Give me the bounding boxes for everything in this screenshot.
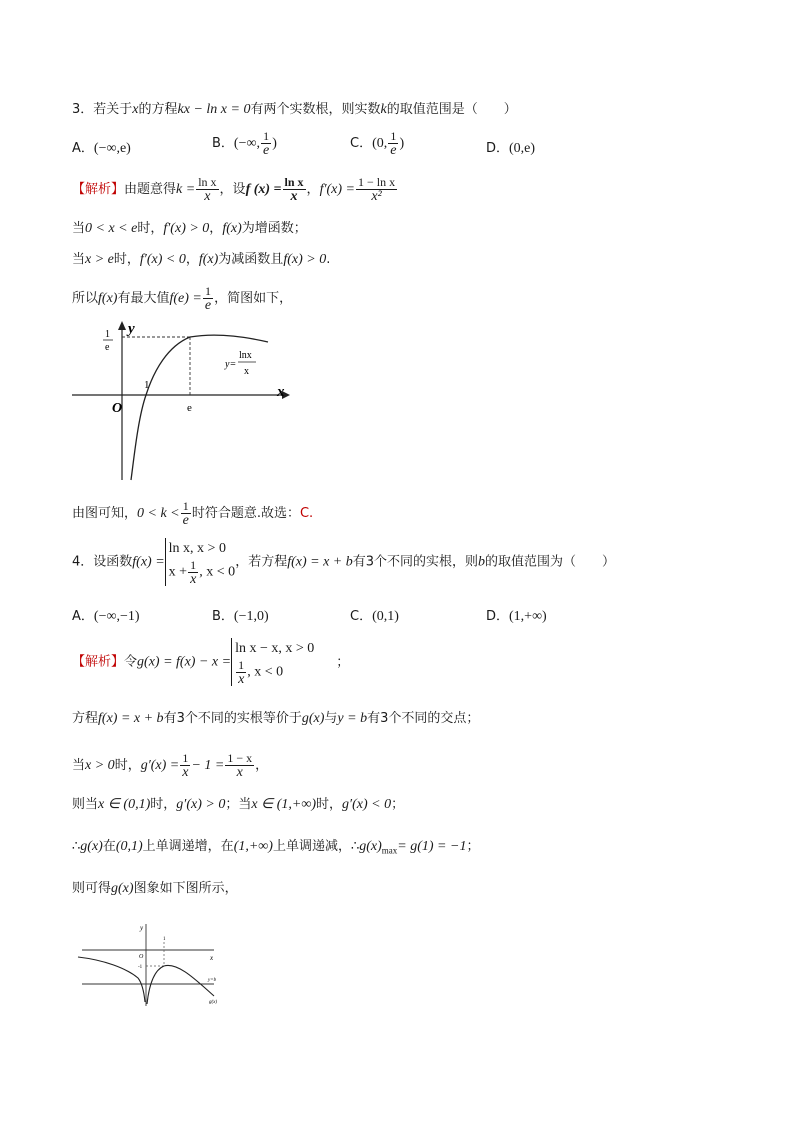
tick-one: 1 <box>144 379 150 391</box>
x-axis-label: x <box>210 954 214 962</box>
fraction: $\frac{\text{ln x}}{x}$ <box>198 175 217 204</box>
q3-option-b[interactable]: B．(−∞, $\frac{1}{e}$ ) <box>212 129 277 158</box>
y-axis-label: y <box>140 924 144 932</box>
piecewise-brace: ln x − x, x > 0 $\frac{1}{x}$ , x < 0 <box>231 638 314 686</box>
gx-right-branch <box>147 965 214 1004</box>
fraction: $\frac{1}{e}$ <box>390 129 397 158</box>
tick-e: e <box>187 402 192 414</box>
y-axis-arrow <box>118 321 126 330</box>
answer-c: C. <box>299 506 314 521</box>
fraction: $\frac{1}{e}$ <box>204 284 212 313</box>
tick-one: 1 <box>163 937 166 942</box>
q3-option-a[interactable]: A．(−∞,e) <box>72 141 131 156</box>
gx-left-branch <box>78 957 145 1002</box>
fraction: $\frac{1 - x}{x}$ <box>227 751 253 780</box>
fraction: $\frac{1}{x}$ <box>238 658 245 687</box>
q3-conclusion: 由图可知，0 < k < $\frac{1}{e}$ 时符合题意.故选：C. <box>72 499 314 528</box>
curve-label-den: x <box>244 366 249 377</box>
q4-analysis-line1: 【解析】令g(x) = f(x) − x =ln x − x, x > 0 $\frac{1}{x}$ , x < 0； <box>72 638 349 686</box>
piecewise-brace: ln x, x > 0 x + $\frac{1}{x}$ , x < 0 <box>165 538 236 586</box>
fraction: $\frac{1}{e}$ <box>182 499 189 528</box>
curve-label-prefix: y= <box>225 359 237 370</box>
q3-option-c[interactable]: C．(0, $\frac{1}{e}$ ) <box>350 129 405 158</box>
q4-analysis-line3: 当x > 0时，g′(x) = $\frac{1}{x}$ − 1 = $\frac{1 - x}{x}$ ， <box>72 751 269 780</box>
q4-option-a[interactable]: A．(−∞,−1) <box>72 609 140 624</box>
q3-analysis-line3: 当x > e时，f′(x) < 0，f(x)为减函数且f(x) > 0. <box>72 252 331 267</box>
analysis-tag: 【解析】 <box>72 182 125 197</box>
q3-sketch-graph <box>70 318 295 483</box>
origin-label: O <box>139 954 144 960</box>
q4-option-b[interactable]: B．(−1,0) <box>212 609 269 624</box>
x-axis-label: x <box>277 384 285 400</box>
tick-one-over-e-num: 1 <box>105 329 110 340</box>
q4-analysis-line2: 方程f(x) = x + b有3个不同的实根等价于g(x)与y = b有3个不同的交点； <box>72 711 480 726</box>
q3-analysis-line4: 所以f(x)有最大值f(e) = $\frac{1}{e}$ ，简图如下， <box>72 284 293 313</box>
tick-one-over-e-den: e <box>105 342 110 353</box>
fraction: $\frac{1}{x}$ <box>182 751 189 780</box>
q3-analysis-line1: 【解析】由题意得k = $\frac{\text{ln x}}{x}$ ，设f (x) = $\frac{\text{ln x}}{x}$ ，f′(x) = $\frac{\text{1 − ln x}}{\text{x²}}$ <box>72 175 396 204</box>
q3-analysis-line2: 当0 < x < e时，f′(x) > 0，f(x)为增函数； <box>72 221 307 236</box>
analysis-tag: 【解析】 <box>72 654 125 670</box>
q4-stem: 4．设函数f(x) =ln x, x > 0 x + $\frac{1}{x}$ , x < 0，若方程f(x) = x + b有3个不同的实根，则b的取值范围为（ ） <box>72 538 615 586</box>
q4-gx-graph <box>74 920 229 1008</box>
q4-option-c[interactable]: C．(0,1) <box>350 609 399 624</box>
q4-analysis-line5: ∴g(x)在(0,1)上单调递增，在(1,+∞)上单调递减，$\therefore g(x)_{max}= g(1) = -1$； <box>72 839 480 856</box>
q4-analysis-line6: 则可得g(x)图象如下图所示， <box>72 881 238 896</box>
y-axis-label: y <box>128 321 135 337</box>
q3-stem: 3．若关于x的方程kx − ln x = 0有两个实数根，则实数k的取值范围是（ ） <box>72 102 517 117</box>
q4-option-d[interactable]: D．(1,+∞) <box>486 609 547 624</box>
q3-option-d[interactable]: D．(0,e) <box>486 141 536 156</box>
line-label: y=b <box>208 978 217 983</box>
curve-label: g(x) <box>209 1000 218 1005</box>
fraction: $\frac{\text{1 − ln x}}{\text{x²}}$ <box>358 175 396 204</box>
curve-label-num: lnx <box>239 350 252 361</box>
origin-label: O <box>112 401 123 416</box>
fraction: $\frac{1}{x}$ <box>190 558 197 587</box>
fraction: $\frac{\text{ln x}}{x}$ <box>284 175 304 204</box>
tick-neg-one: -1 <box>138 965 143 970</box>
fraction: $\frac{1}{e}$ <box>262 129 270 158</box>
q4-analysis-line4: 则当x ∈ (0,1)时，g′(x) > 0；当x ∈ (1,+∞)时，g′(x) < 0； <box>72 797 405 812</box>
